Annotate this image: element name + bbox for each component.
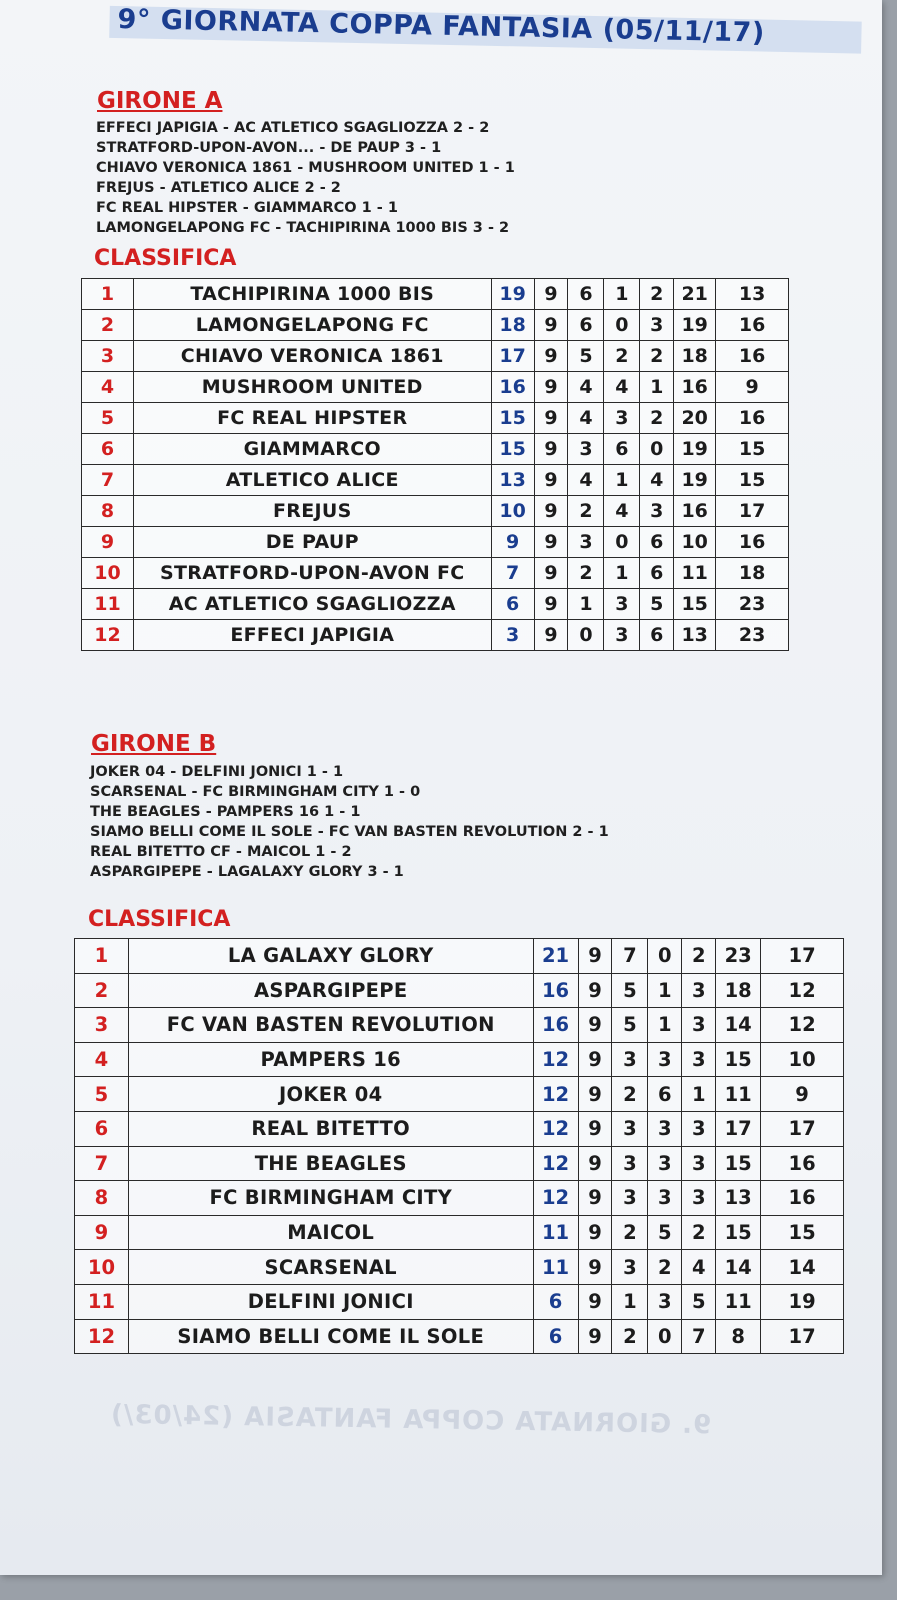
losses-cell: 6 — [640, 558, 674, 589]
result-line: SCARSENAL - FC BIRMINGHAM CITY 1 - 0 — [90, 784, 421, 800]
result-line: EFFECI JAPIGIA - AC ATLETICO SGAGLIOZZA 2 - 2 — [96, 120, 490, 136]
wins-cell: 3 — [612, 1250, 648, 1285]
table-row — [75, 1284, 844, 1319]
girone-a-results — [96, 118, 515, 238]
draws-cell: 5 — [648, 1215, 682, 1250]
position-cell: 2 — [82, 310, 134, 341]
played-cell: 9 — [578, 939, 612, 974]
goals-for-cell: 11 — [674, 558, 716, 589]
losses-cell: 7 — [682, 1319, 716, 1354]
goals-against-cell: 17 — [716, 496, 789, 527]
goals-for-cell: 19 — [674, 310, 716, 341]
wins-cell: 2 — [612, 1319, 648, 1354]
points-cell: 11 — [533, 1250, 578, 1285]
position-cell: 11 — [82, 589, 134, 620]
draws-cell: 3 — [648, 1284, 682, 1319]
points-cell: 15 — [491, 403, 534, 434]
position-cell: 5 — [75, 1077, 129, 1112]
wins-cell: 2 — [612, 1077, 648, 1112]
points-cell: 12 — [533, 1077, 578, 1112]
team-name-cell: THE BEAGLES — [128, 1146, 533, 1181]
points-cell: 6 — [491, 589, 534, 620]
table-row — [75, 1181, 844, 1216]
losses-cell: 3 — [640, 310, 674, 341]
team-name-cell: LA GALAXY GLORY — [128, 939, 533, 974]
goals-against-cell: 16 — [716, 527, 789, 558]
draws-cell: 1 — [604, 558, 640, 589]
wins-cell: 4 — [568, 372, 604, 403]
table-row — [75, 1250, 844, 1285]
draws-cell: 6 — [604, 434, 640, 465]
wins-cell: 3 — [612, 1111, 648, 1146]
table-row — [75, 1146, 844, 1181]
played-cell: 9 — [578, 1077, 612, 1112]
girone-b-classifica-label: CLASSIFICA — [88, 907, 231, 932]
goals-against-cell: 19 — [761, 1284, 844, 1319]
played-cell: 9 — [578, 1319, 612, 1354]
points-cell: 6 — [533, 1319, 578, 1354]
goals-for-cell: 11 — [716, 1284, 761, 1319]
goals-against-cell: 16 — [716, 341, 789, 372]
played-cell: 9 — [578, 1284, 612, 1319]
played-cell: 9 — [578, 1111, 612, 1146]
girone-a-standings-table — [81, 278, 789, 651]
position-cell: 12 — [82, 620, 134, 651]
position-cell: 3 — [75, 1008, 129, 1043]
wins-cell: 2 — [612, 1215, 648, 1250]
played-cell: 9 — [534, 465, 568, 496]
losses-cell: 5 — [682, 1284, 716, 1319]
table-row — [75, 1111, 844, 1146]
team-name-cell: TACHIPIRINA 1000 BIS — [133, 279, 491, 310]
played-cell: 9 — [578, 973, 612, 1008]
goals-against-cell: 16 — [716, 403, 789, 434]
losses-cell: 6 — [640, 527, 674, 558]
losses-cell: 2 — [682, 1215, 716, 1250]
played-cell: 9 — [534, 496, 568, 527]
goals-for-cell: 13 — [674, 620, 716, 651]
position-cell: 10 — [82, 558, 134, 589]
goals-for-cell: 8 — [716, 1319, 761, 1354]
draws-cell: 0 — [648, 1319, 682, 1354]
losses-cell: 6 — [640, 620, 674, 651]
losses-cell: 1 — [682, 1077, 716, 1112]
table-row — [82, 310, 789, 341]
goals-against-cell: 16 — [761, 1181, 844, 1216]
losses-cell: 2 — [640, 403, 674, 434]
wins-cell: 5 — [612, 973, 648, 1008]
goals-for-cell: 15 — [716, 1042, 761, 1077]
goals-against-cell: 14 — [761, 1250, 844, 1285]
position-cell: 1 — [82, 279, 134, 310]
losses-cell: 3 — [682, 1042, 716, 1077]
goals-for-cell: 23 — [716, 939, 761, 974]
goals-for-cell: 15 — [716, 1215, 761, 1250]
position-cell: 6 — [75, 1111, 129, 1146]
goals-against-cell: 23 — [716, 620, 789, 651]
wins-cell: 3 — [568, 527, 604, 558]
played-cell: 9 — [534, 589, 568, 620]
wins-cell: 0 — [568, 620, 604, 651]
draws-cell: 2 — [604, 341, 640, 372]
goals-for-cell: 16 — [674, 496, 716, 527]
losses-cell: 3 — [682, 1146, 716, 1181]
goals-for-cell: 18 — [716, 973, 761, 1008]
table-row — [75, 1008, 844, 1043]
points-cell: 15 — [491, 434, 534, 465]
girone-b-heading: GIRONE B — [91, 731, 217, 757]
goals-for-cell: 13 — [716, 1181, 761, 1216]
position-cell: 4 — [82, 372, 134, 403]
position-cell: 8 — [75, 1181, 129, 1216]
points-cell: 12 — [533, 1111, 578, 1146]
goals-against-cell: 16 — [761, 1146, 844, 1181]
played-cell: 9 — [534, 403, 568, 434]
position-cell: 4 — [75, 1042, 129, 1077]
team-name-cell: PAMPERS 16 — [128, 1042, 533, 1077]
draws-cell: 0 — [648, 939, 682, 974]
points-cell: 18 — [491, 310, 534, 341]
played-cell: 9 — [534, 620, 568, 651]
wins-cell: 5 — [612, 1008, 648, 1043]
losses-cell: 3 — [682, 1008, 716, 1043]
result-line: REAL BITETTO CF - MAICOL 1 - 2 — [90, 844, 352, 860]
goals-against-cell: 17 — [761, 1319, 844, 1354]
goals-against-cell: 17 — [761, 939, 844, 974]
wins-cell: 5 — [568, 341, 604, 372]
goals-against-cell: 9 — [761, 1077, 844, 1112]
position-cell: 6 — [82, 434, 134, 465]
wins-cell: 6 — [568, 279, 604, 310]
table-row — [82, 341, 789, 372]
team-name-cell: SCARSENAL — [128, 1250, 533, 1285]
goals-against-cell: 16 — [716, 310, 789, 341]
goals-for-cell: 19 — [674, 434, 716, 465]
result-line: SIAMO BELLI COME IL SOLE - FC VAN BASTEN REVOLUTION 2 - 1 — [90, 824, 609, 840]
losses-cell: 5 — [640, 589, 674, 620]
position-cell: 2 — [75, 973, 129, 1008]
draws-cell: 3 — [648, 1111, 682, 1146]
draws-cell: 6 — [648, 1077, 682, 1112]
team-name-cell: EFFECI JAPIGIA — [133, 620, 491, 651]
goals-for-cell: 16 — [674, 372, 716, 403]
result-line: ASPARGIPEPE - LAGALAXY GLORY 3 - 1 — [90, 864, 404, 880]
wins-cell: 4 — [568, 465, 604, 496]
goals-against-cell: 15 — [716, 434, 789, 465]
wins-cell: 4 — [568, 403, 604, 434]
table-row — [82, 527, 789, 558]
table-row — [75, 973, 844, 1008]
position-cell: 12 — [75, 1319, 129, 1354]
wins-cell: 3 — [612, 1042, 648, 1077]
table-row — [82, 403, 789, 434]
points-cell: 12 — [533, 1042, 578, 1077]
points-cell: 9 — [491, 527, 534, 558]
played-cell: 9 — [578, 1042, 612, 1077]
position-cell: 11 — [75, 1284, 129, 1319]
result-line: FC REAL HIPSTER - GIAMMARCO 1 - 1 — [96, 200, 398, 216]
result-line: THE BEAGLES - PAMPERS 16 1 - 1 — [90, 804, 361, 820]
draws-cell: 1 — [604, 279, 640, 310]
points-cell: 17 — [491, 341, 534, 372]
losses-cell: 2 — [640, 279, 674, 310]
played-cell: 9 — [578, 1215, 612, 1250]
table-row — [82, 465, 789, 496]
points-cell: 12 — [533, 1146, 578, 1181]
wins-cell: 3 — [568, 434, 604, 465]
draws-cell: 2 — [648, 1250, 682, 1285]
result-line: FREJUS - ATLETICO ALICE 2 - 2 — [96, 180, 341, 196]
table-row — [75, 939, 844, 974]
played-cell: 9 — [578, 1181, 612, 1216]
result-line: LAMONGELAPONG FC - TACHIPIRINA 1000 BIS 3 - 2 — [96, 220, 510, 236]
table-row — [75, 1215, 844, 1250]
table-row — [82, 496, 789, 527]
draws-cell: 0 — [604, 310, 640, 341]
goals-for-cell: 14 — [716, 1008, 761, 1043]
result-line: JOKER 04 - DELFINI JONICI 1 - 1 — [90, 764, 344, 780]
goals-for-cell: 20 — [674, 403, 716, 434]
position-cell: 3 — [82, 341, 134, 372]
team-name-cell: REAL BITETTO — [128, 1111, 533, 1146]
table-row — [75, 1319, 844, 1354]
losses-cell: 3 — [682, 1111, 716, 1146]
position-cell: 7 — [82, 465, 134, 496]
team-name-cell: SIAMO BELLI COME IL SOLE — [128, 1319, 533, 1354]
table-row — [82, 279, 789, 310]
wins-cell: 2 — [568, 558, 604, 589]
team-name-cell: DE PAUP — [133, 527, 491, 558]
team-name-cell: GIAMMARCO — [133, 434, 491, 465]
points-cell: 16 — [533, 973, 578, 1008]
girone-a-heading: GIRONE A — [97, 88, 223, 114]
goals-for-cell: 14 — [716, 1250, 761, 1285]
played-cell: 9 — [534, 434, 568, 465]
wins-cell: 1 — [568, 589, 604, 620]
goals-for-cell: 21 — [674, 279, 716, 310]
position-cell: 9 — [82, 527, 134, 558]
team-name-cell: STRATFORD-UPON-AVON FC — [133, 558, 491, 589]
team-name-cell: DELFINI JONICI — [128, 1284, 533, 1319]
team-name-cell: ATLETICO ALICE — [133, 465, 491, 496]
goals-against-cell: 15 — [761, 1215, 844, 1250]
table-row — [75, 1077, 844, 1112]
played-cell: 9 — [534, 341, 568, 372]
losses-cell: 4 — [640, 465, 674, 496]
goals-for-cell: 19 — [674, 465, 716, 496]
played-cell: 9 — [534, 310, 568, 341]
goals-for-cell: 15 — [674, 589, 716, 620]
team-name-cell: CHIAVO VERONICA 1861 — [133, 341, 491, 372]
draws-cell: 1 — [648, 973, 682, 1008]
team-name-cell: FC REAL HIPSTER — [133, 403, 491, 434]
goals-for-cell: 15 — [716, 1146, 761, 1181]
draws-cell: 0 — [604, 527, 640, 558]
team-name-cell: MUSHROOM UNITED — [133, 372, 491, 403]
position-cell: 10 — [75, 1250, 129, 1285]
goals-against-cell: 17 — [761, 1111, 844, 1146]
goals-against-cell: 12 — [761, 973, 844, 1008]
draws-cell: 1 — [604, 465, 640, 496]
page-title: 9° GIORNATA COPPA FANTASIA (05/11/17) — [117, 0, 858, 55]
result-line: STRATFORD-UPON-AVON... - DE PAUP 3 - 1 — [96, 140, 442, 156]
played-cell: 9 — [534, 279, 568, 310]
points-cell: 19 — [491, 279, 534, 310]
points-cell: 16 — [533, 1008, 578, 1043]
goals-for-cell: 11 — [716, 1077, 761, 1112]
losses-cell: 3 — [640, 496, 674, 527]
wins-cell: 7 — [612, 939, 648, 974]
position-cell: 8 — [82, 496, 134, 527]
team-name-cell: MAICOL — [128, 1215, 533, 1250]
goals-against-cell: 15 — [716, 465, 789, 496]
team-name-cell: JOKER 04 — [128, 1077, 533, 1112]
draws-cell: 1 — [648, 1008, 682, 1043]
goals-against-cell: 10 — [761, 1042, 844, 1077]
draws-cell: 3 — [604, 620, 640, 651]
girone-b-results — [90, 762, 609, 882]
goals-for-cell: 17 — [716, 1111, 761, 1146]
played-cell: 9 — [578, 1146, 612, 1181]
played-cell: 9 — [578, 1008, 612, 1043]
position-cell: 9 — [75, 1215, 129, 1250]
losses-cell: 3 — [682, 1181, 716, 1216]
played-cell: 9 — [534, 558, 568, 589]
goals-against-cell: 9 — [716, 372, 789, 403]
played-cell: 9 — [534, 372, 568, 403]
goals-against-cell: 23 — [716, 589, 789, 620]
points-cell: 3 — [491, 620, 534, 651]
wins-cell: 1 — [612, 1284, 648, 1319]
points-cell: 7 — [491, 558, 534, 589]
girone-b-standings-table — [74, 938, 844, 1354]
position-cell: 7 — [75, 1146, 129, 1181]
draws-cell: 3 — [648, 1042, 682, 1077]
table-row — [82, 372, 789, 403]
points-cell: 12 — [533, 1181, 578, 1216]
position-cell: 5 — [82, 403, 134, 434]
result-line: CHIAVO VERONICA 1861 - MUSHROOM UNITED 1 - 1 — [96, 160, 515, 176]
draws-cell: 3 — [648, 1181, 682, 1216]
goals-for-cell: 10 — [674, 527, 716, 558]
goals-against-cell: 12 — [761, 1008, 844, 1043]
losses-cell: 4 — [682, 1250, 716, 1285]
points-cell: 16 — [491, 372, 534, 403]
team-name-cell: AC ATLETICO SGAGLIOZZA — [133, 589, 491, 620]
goals-against-cell: 13 — [716, 279, 789, 310]
table-row — [82, 589, 789, 620]
wins-cell: 6 — [568, 310, 604, 341]
team-name-cell: FC VAN BASTEN REVOLUTION — [128, 1008, 533, 1043]
wins-cell: 3 — [612, 1146, 648, 1181]
team-name-cell: ASPARGIPEPE — [128, 973, 533, 1008]
team-name-cell: FC BIRMINGHAM CITY — [128, 1181, 533, 1216]
show-through-text: 9. GIORNATA COPPA FANTASIA (24/03/) — [109, 1399, 712, 1441]
points-cell: 10 — [491, 496, 534, 527]
table-row — [75, 1042, 844, 1077]
losses-cell: 2 — [682, 939, 716, 974]
position-cell: 1 — [75, 939, 129, 974]
draws-cell: 3 — [604, 589, 640, 620]
table-row — [82, 434, 789, 465]
draws-cell: 4 — [604, 496, 640, 527]
points-cell: 13 — [491, 465, 534, 496]
played-cell: 9 — [578, 1250, 612, 1285]
draws-cell: 3 — [604, 403, 640, 434]
team-name-cell: FREJUS — [133, 496, 491, 527]
losses-cell: 1 — [640, 372, 674, 403]
played-cell: 9 — [534, 527, 568, 558]
points-cell: 21 — [533, 939, 578, 974]
draws-cell: 3 — [648, 1146, 682, 1181]
table-row — [82, 620, 789, 651]
wins-cell: 2 — [568, 496, 604, 527]
goals-against-cell: 18 — [716, 558, 789, 589]
girone-a-classifica-label: CLASSIFICA — [94, 246, 237, 271]
losses-cell: 0 — [640, 434, 674, 465]
table-row — [82, 558, 789, 589]
draws-cell: 4 — [604, 372, 640, 403]
points-cell: 6 — [533, 1284, 578, 1319]
team-name-cell: LAMONGELAPONG FC — [133, 310, 491, 341]
goals-for-cell: 18 — [674, 341, 716, 372]
losses-cell: 2 — [640, 341, 674, 372]
points-cell: 11 — [533, 1215, 578, 1250]
wins-cell: 3 — [612, 1181, 648, 1216]
losses-cell: 3 — [682, 973, 716, 1008]
